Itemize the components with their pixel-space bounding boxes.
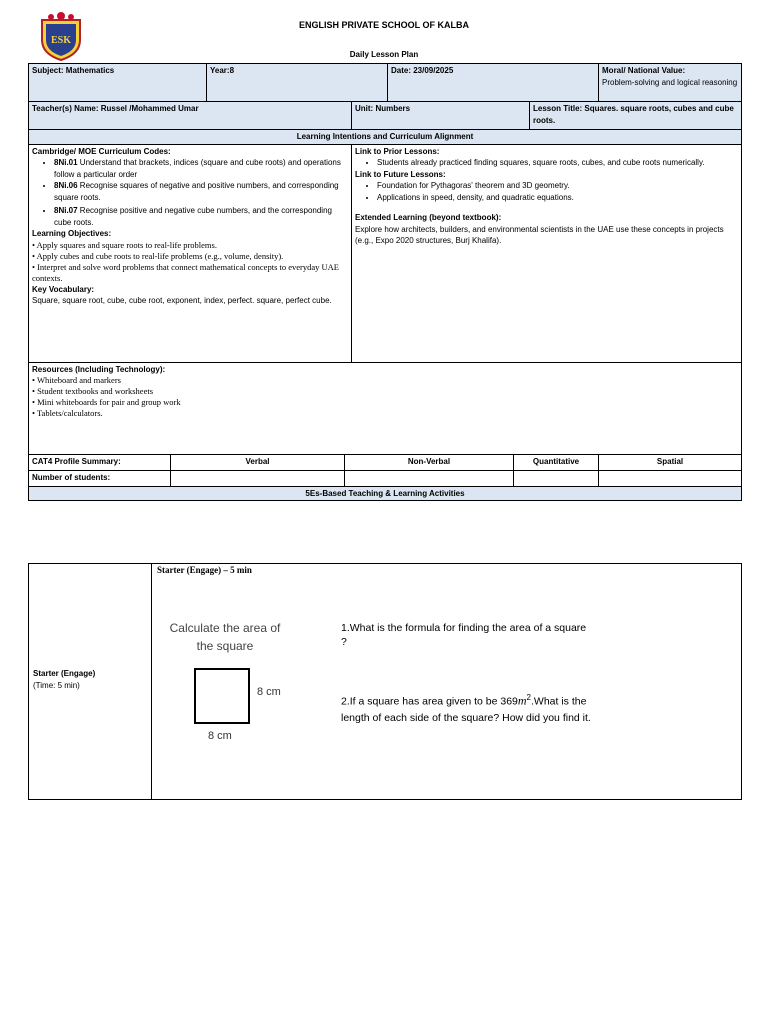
vocabulary-text: Square, square root, cube, cube root, exponent, index, perfect. square, perfect cube. bbox=[32, 296, 332, 305]
prior-item: • Students already practiced finding squares, square roots, cubes, and cube roots numerically. bbox=[377, 157, 738, 169]
resource-item: • Whiteboard and markers bbox=[32, 375, 121, 385]
starter-table bbox=[28, 563, 742, 800]
students-spatial bbox=[599, 470, 742, 486]
subject-cell: Subject: Mathematics bbox=[29, 64, 207, 102]
resource-item: • Student textbooks and worksheets bbox=[32, 386, 154, 396]
students-verbal bbox=[171, 470, 345, 486]
future-label: Link to Future Lessons: bbox=[355, 169, 446, 179]
curriculum-list bbox=[32, 157, 348, 228]
resource-item: • Mini whiteboards for pair and group work bbox=[32, 397, 181, 407]
svg-text:ESK: ESK bbox=[50, 35, 72, 46]
curriculum-cell bbox=[29, 144, 352, 362]
starter-content-cell bbox=[152, 564, 742, 800]
moral-cell bbox=[599, 64, 742, 102]
side-label-right: 8 cm bbox=[257, 686, 281, 698]
curriculum-item: • 8Ni.01 Understand that brackets, indices (square and cube roots) and operations follow a particular order bbox=[54, 157, 348, 180]
future-item: • Applications in speed, density, and quadratic equations. bbox=[377, 192, 738, 204]
question-1: 1.What is the formula for finding the area of a square ? bbox=[341, 622, 587, 648]
school-name: ENGLISH PRIVATE SCHOOL OF KALBA bbox=[298, 20, 469, 30]
future-list bbox=[355, 180, 738, 203]
cat4-nonverbal: Non-Verbal bbox=[345, 454, 514, 470]
teacher-cell: Teacher(s) Name: Russel /Mohammed Umar bbox=[29, 102, 352, 130]
cat4-spatial: Spatial bbox=[599, 454, 742, 470]
students-nonverbal bbox=[345, 470, 514, 486]
unit-cell: Unit: Numbers bbox=[352, 102, 530, 130]
objectives-label: Learning Objectives: bbox=[32, 229, 112, 238]
resources-cell bbox=[29, 362, 742, 454]
curriculum-item: • 8Ni.06 Recognise squares of negative and positive numbers, and corresponding square roots. bbox=[54, 180, 348, 203]
activities-heading: 5Es-Based Teaching & Learning Activities bbox=[29, 486, 742, 501]
prior-label: Link to Prior Lessons: bbox=[355, 146, 440, 156]
starter-left-cell bbox=[29, 564, 152, 800]
objective-item: • Interpret and solve word problems that connect mathematical concepts to everyday UAE contexts. bbox=[32, 261, 339, 283]
vocabulary-label: Key Vocabulary: bbox=[32, 284, 95, 294]
prior-list bbox=[355, 157, 738, 169]
resource-item: • Tablets/calculators. bbox=[32, 408, 103, 418]
cat4-label: CAT4 Profile Summary: bbox=[29, 454, 171, 470]
links-cell bbox=[352, 144, 742, 362]
question-2: 2.If a square has area given to be $369m^2.What$ is the length of each side of the square? How did you find it. bbox=[341, 693, 591, 724]
future-item: • Foundation for Pythagoras' theorem and 3D geometry. bbox=[377, 180, 738, 192]
students-label: Number of students: bbox=[29, 470, 171, 486]
starter-left-time: (Time: 5 min) bbox=[33, 681, 80, 690]
objective-item: • Apply cubes and cube roots to real-life problems (e.g., volume, density). bbox=[32, 250, 284, 261]
side-label-bottom: 8 cm bbox=[208, 730, 232, 742]
alignment-heading: Learning Intentions and Curriculum Alignment bbox=[29, 130, 742, 145]
curriculum-item: • 8Ni.07 Recognise positive and negative cube numbers, and the corresponding cube roots. bbox=[54, 205, 348, 228]
plan-title: Daily Lesson Plan bbox=[349, 50, 419, 59]
extended-text: Explore how architects, builders, and environmental scientists in the UAE use these concepts in projects (e.g., Expo 2020 structures, Burj Khalifa). bbox=[355, 224, 724, 245]
year-cell: Year:8 bbox=[207, 64, 388, 102]
extended-label: Extended Learning (beyond textbook): bbox=[355, 213, 502, 222]
lesson-title-cell: Lesson Title: Squares. square roots, cubes and cube roots. bbox=[530, 102, 742, 130]
cat4-verbal: Verbal bbox=[171, 454, 345, 470]
lesson-plan-table bbox=[28, 63, 742, 501]
date-cell: Date: 23/09/2025 bbox=[388, 64, 599, 102]
starter-section-title: Starter (Engage) – 5 min bbox=[157, 565, 252, 575]
resources-label: Resources (Including Technology): bbox=[32, 364, 166, 374]
moral-label: Moral/ National Value: bbox=[602, 66, 686, 75]
objective-item: • Apply squares and square roots to real-life problems. bbox=[32, 239, 217, 250]
starter-left-title: Starter (Engage) bbox=[33, 669, 96, 678]
square-figure bbox=[194, 668, 250, 724]
moral-value: Problem-solving and logical reasoning bbox=[602, 77, 738, 87]
cat4-quantitative: Quantitative bbox=[514, 454, 599, 470]
calc-area-text: Calculate the area of the square bbox=[169, 621, 281, 653]
curriculum-label: Cambridge/ MOE Curriculum Codes: bbox=[32, 146, 171, 156]
students-quantitative bbox=[514, 470, 599, 486]
